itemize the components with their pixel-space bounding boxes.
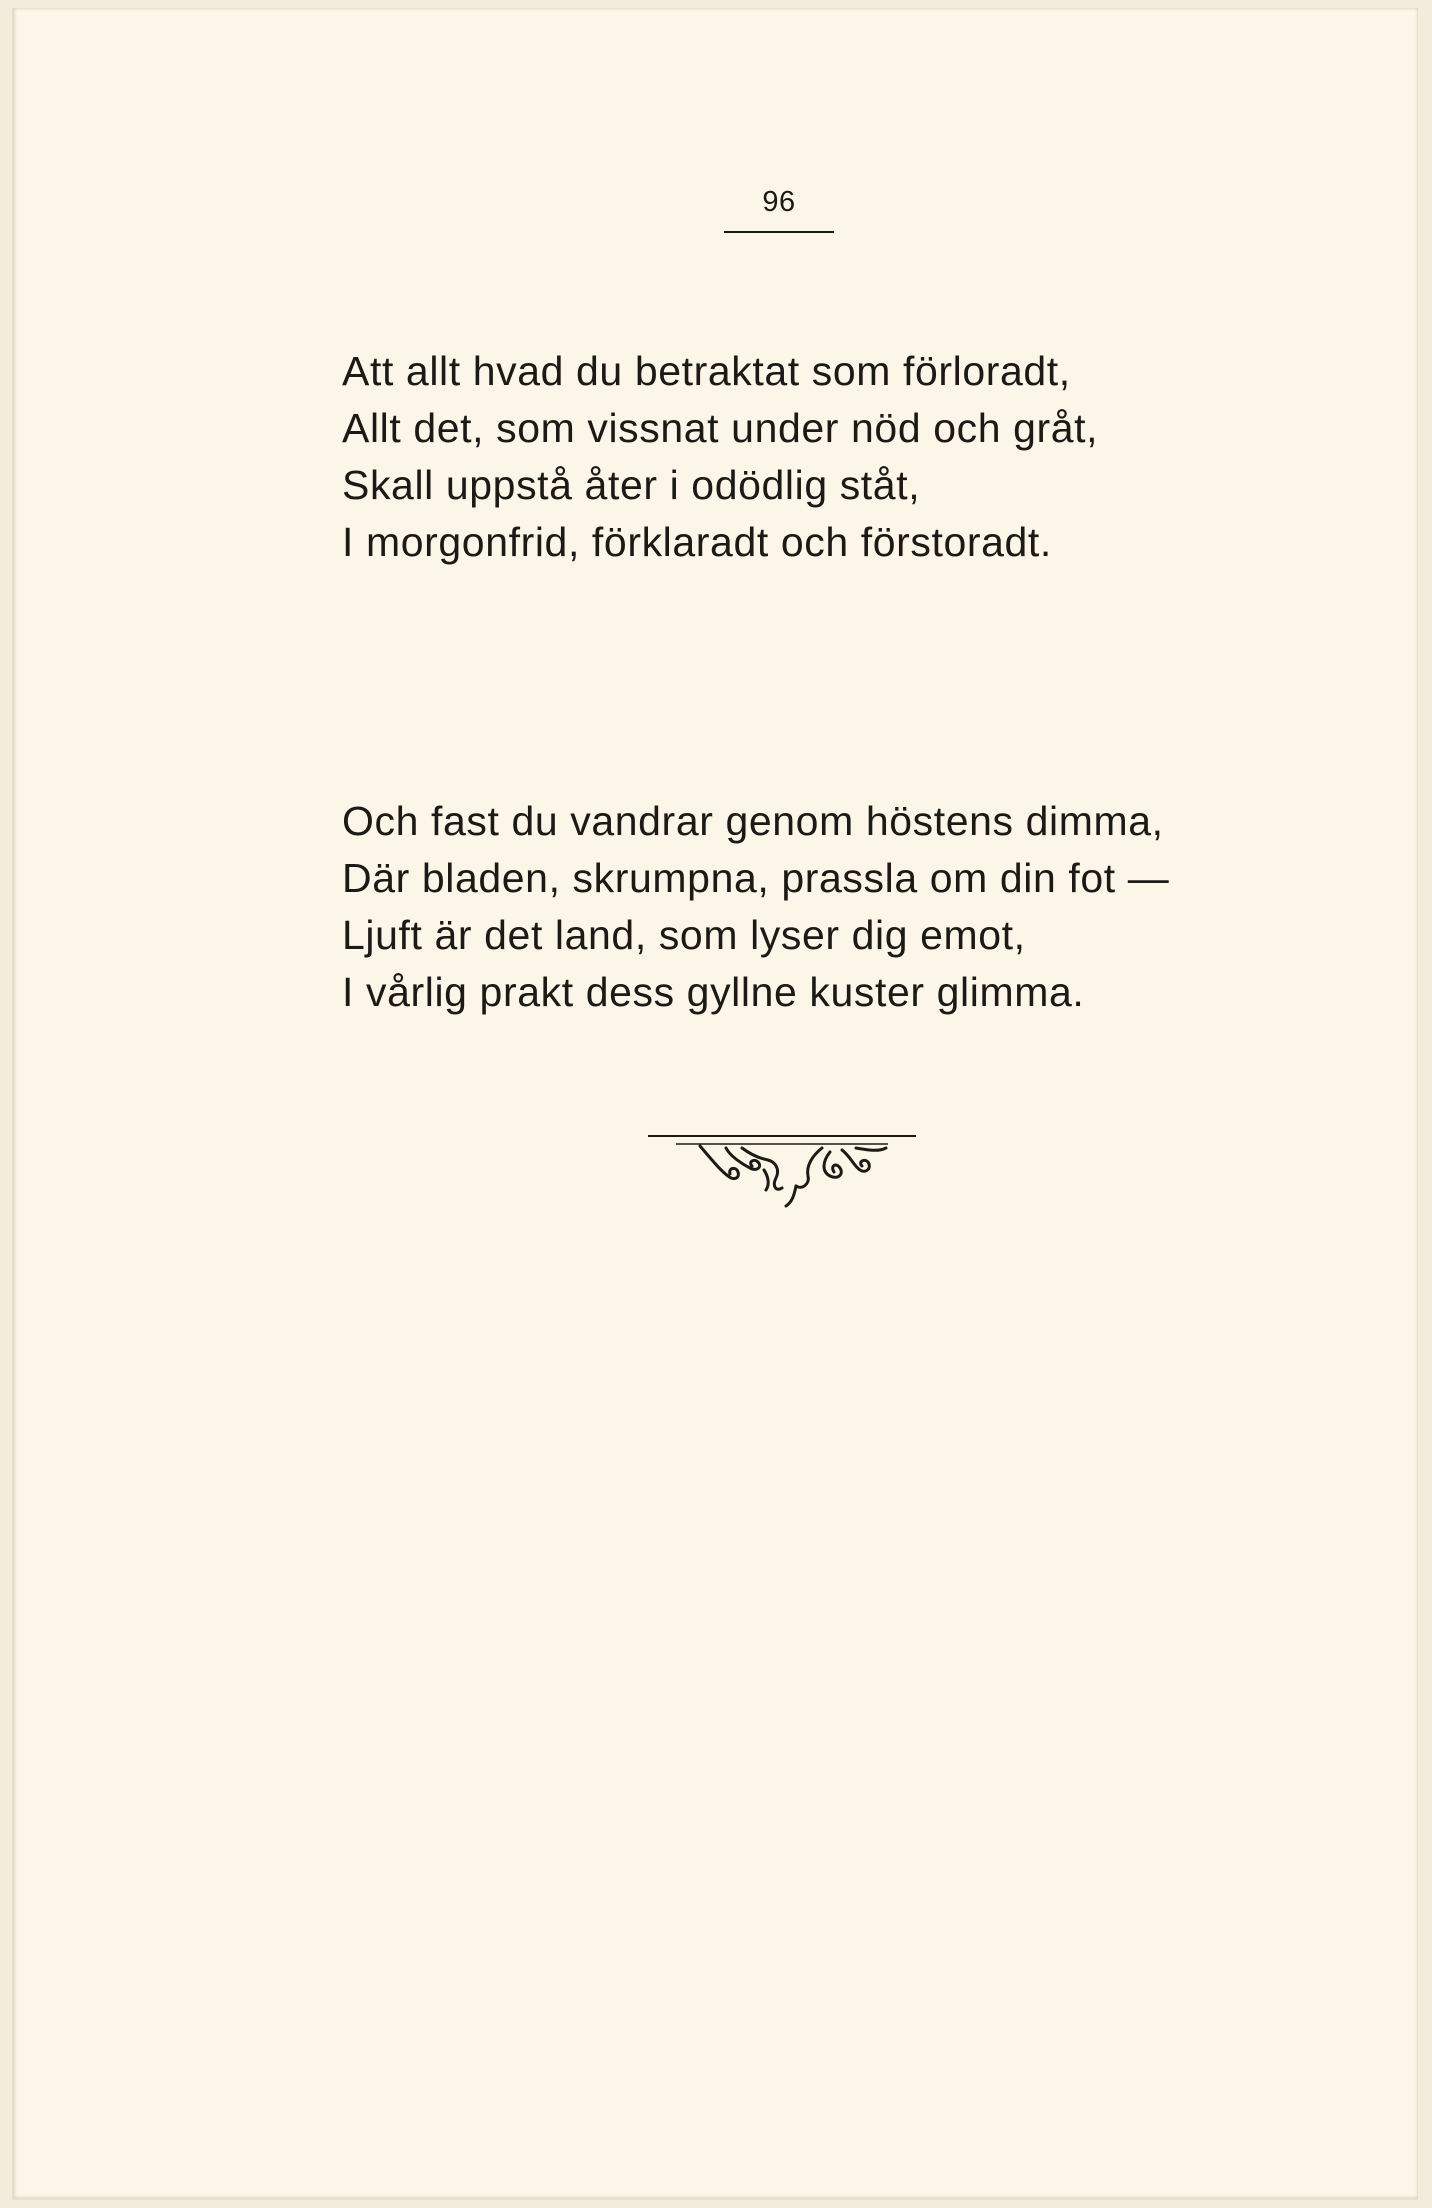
book-page	[12, 8, 1418, 2200]
poem-line: Allt det, som vissnat under nöd och gråt,	[342, 405, 1099, 451]
stanza-1	[342, 343, 1098, 571]
poem-line: Skall uppstå åter i odödlig ståt,	[342, 462, 921, 508]
stanza-2	[342, 793, 1169, 1021]
poem-line: Ljuft är det land, som lyser dig emot,	[342, 912, 1026, 958]
poem-line: Där bladen, skrumpna, prassla om din fot —	[342, 855, 1170, 901]
page-number: 96	[762, 186, 796, 218]
poem-line: Och fast du vandrar genom höstens dimma,	[342, 798, 1164, 844]
ornament-icon	[646, 1126, 918, 1226]
poem-line: I morgonfrid, förklaradt och förstoradt.	[342, 519, 1052, 565]
poem-line: I vårlig prakt dess gyllne kuster glimma.	[342, 969, 1085, 1015]
page-number-rule	[724, 231, 834, 233]
poem-line: Att allt hvad du betraktat som förloradt,	[342, 348, 1071, 394]
